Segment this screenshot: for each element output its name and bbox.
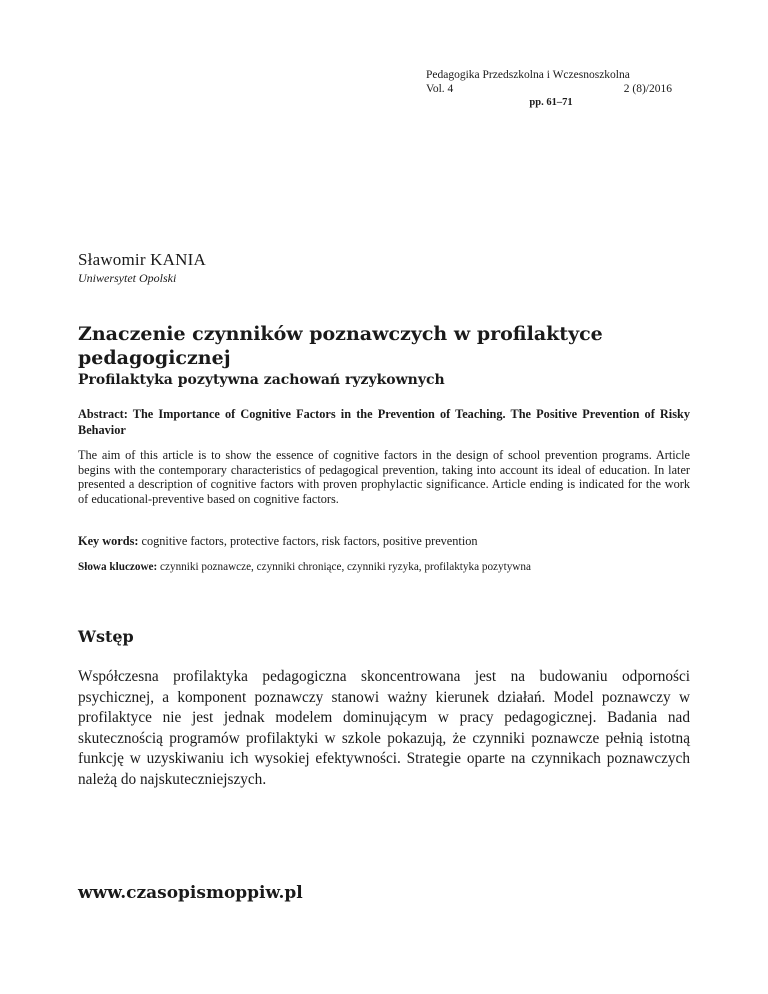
author-name: Sławomir KANIA bbox=[78, 250, 206, 269]
keywords-value: cognitive factors, protective factors, risk factors, positive prevention bbox=[141, 534, 478, 548]
journal-pages: pp. 61–71 bbox=[529, 97, 573, 108]
section-heading: Wstęp bbox=[78, 627, 134, 646]
journal-issue: 2 (8)/2016 bbox=[623, 83, 672, 95]
journal-header bbox=[426, 68, 672, 110]
slowa-kluczowe bbox=[78, 560, 690, 575]
keywords-label: Key words: bbox=[78, 534, 139, 548]
abstract-text: The aim of this article is to show the essence of cognitive factors in the design of school prevention programs. Article begins with the contemporary characteristics of pedagogical prevention, taking into account its ideal of education. In later presented a description of cognitive factors with proven prophylactic significance. Article ending is indicated for the work of educational-preventive based on cognitive factors. bbox=[78, 448, 690, 506]
section-text: Współczesna profilaktyka pedagogiczna skoncentrowana jest na budowaniu odporności psychicznej, a komponent poznawczy stanowi ważny kierunek działań. Model poznawczy w profilaktyce nie jest jednak modelem dominującym w pracy pedagogicznej. Badania nad skutecznością programów profilaktyki w szkole pokazują, że czynniki poznawcze pełnią istotną funkcję w uzyskiwaniu ich wysokiej efektywności. Strategie oparte na czynnikach poznawczych należą do najskuteczniejszych. bbox=[78, 668, 690, 788]
slowa-value: czynniki poznawcze, czynniki chroniące, czynniki ryzyka, profilaktyka pozytywna bbox=[160, 561, 531, 573]
slowa-label: Słowa kluczowe: bbox=[78, 561, 158, 573]
article-title: Znaczenie czynników poznawczych w profilaktyce pedagogicznej bbox=[78, 323, 603, 369]
website-link[interactable]: www.czasopismoppiw.pl bbox=[78, 883, 303, 903]
journal-volume-row bbox=[426, 82, 672, 96]
author-affiliation: Uniwersytet Opolski bbox=[78, 271, 177, 285]
abstract-heading: Abstract: The Importance of Cognitive Factors in the Prevention of Teaching. The Positive Prevention of Risky Behavior bbox=[78, 407, 690, 437]
journal-name: Pedagogika Przedszkolna i Wczesnoszkolna bbox=[426, 69, 630, 81]
article-subtitle: Profilaktyka pozytywna zachowań ryzykownych bbox=[78, 372, 445, 388]
journal-volume: Vol. 4 bbox=[426, 83, 454, 95]
keywords bbox=[78, 534, 690, 549]
